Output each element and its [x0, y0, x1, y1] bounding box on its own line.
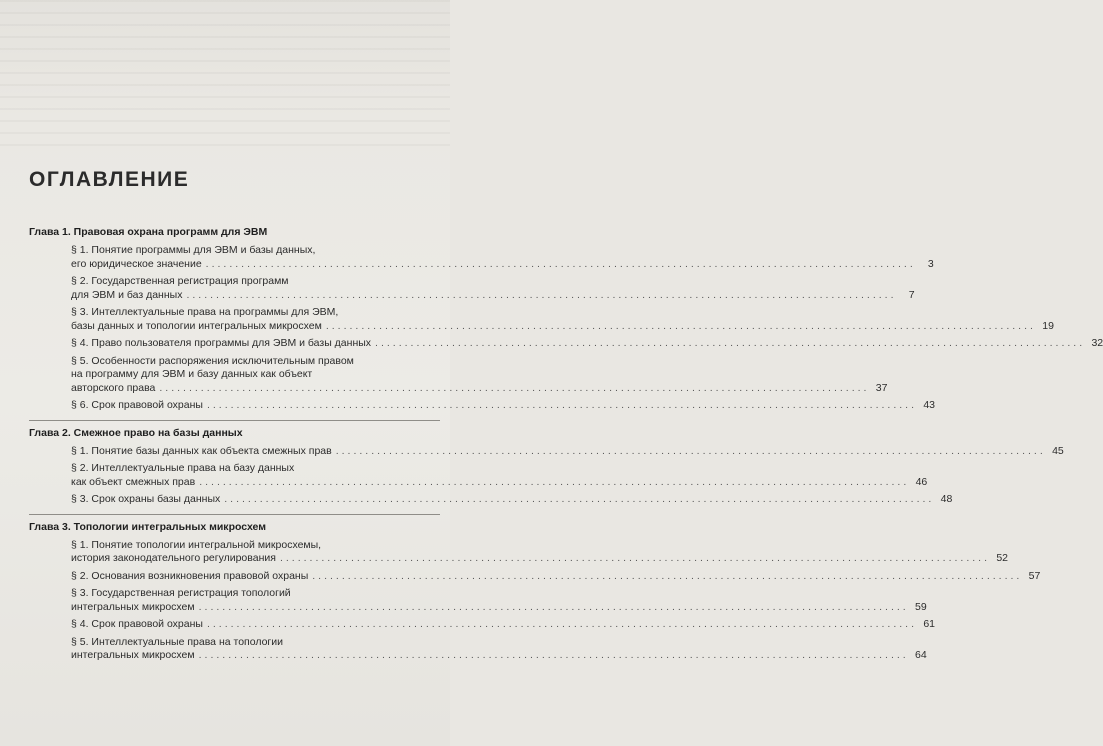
entry-text-line: § 3. Срок охраны базы данных	[71, 493, 221, 505]
dot-leader: ........................................................................................................................	[205, 257, 916, 270]
entry-last-line	[71, 475, 928, 490]
entry-text-line: § 1. Понятие программы для ЭВМ и базы данных,	[71, 244, 316, 256]
entry-text-line: § 1. Понятие базы данных как объекта смежных прав	[71, 444, 332, 457]
toc-entry	[71, 444, 1064, 459]
entry-text-line: как объект смежных прав	[71, 475, 196, 488]
entry-text-line: § 4. Право пользователя программы для ЭВМ и базы данных	[71, 337, 372, 349]
toc-entry	[71, 306, 1054, 333]
page-number: 7	[908, 288, 915, 301]
entry-last-line	[71, 319, 1054, 334]
page-number: 3	[927, 257, 934, 270]
entry-last-line	[71, 257, 934, 272]
entry-last-line	[71, 569, 1041, 584]
chapter-heading: Глава 2. Смежное право на базы данных	[29, 426, 243, 439]
chapter-divider	[29, 514, 440, 515]
dot-leader: ........................................................................................................................	[206, 618, 918, 630]
dot-leader: ........................................................................................................................	[335, 444, 1046, 457]
toc-entry	[71, 244, 934, 271]
page-number: 46	[915, 475, 928, 488]
entry-last-line	[71, 399, 936, 413]
page-number: 32	[1091, 337, 1103, 349]
toc-entry	[71, 275, 915, 302]
entry-last-line	[71, 493, 953, 507]
entry-text-line: § 3. Интеллектуальные права на программы для ЭВМ,	[71, 306, 339, 318]
chapter-divider	[29, 420, 440, 421]
page-number: 59	[915, 600, 927, 613]
toc-entry	[71, 462, 928, 489]
page-number: 52	[996, 552, 1009, 564]
dot-leader: ........................................................................................................................	[224, 493, 935, 505]
entry-text-line: интегральных микросхем	[71, 649, 195, 661]
entry-last-line	[71, 337, 1103, 351]
toc-entry	[71, 493, 953, 507]
dot-leader: ........................................................................................................................	[198, 649, 909, 661]
entry-text-line: его юридическое значение	[71, 257, 202, 270]
entry-text-line: § 1. Понятие топологии интегральной микросхемы,	[71, 538, 322, 551]
entry-last-line	[71, 288, 915, 303]
dot-leader: ........................................................................................................................	[186, 288, 897, 301]
dot-leader: ........................................................................................................................	[159, 381, 870, 394]
dot-leader: ........................................................................................................................	[279, 552, 991, 564]
entry-text-line: интегральных микросхем	[71, 600, 195, 613]
entry-text-line: § 2. Основания возникновения правовой охраны	[71, 569, 309, 582]
entry-text-line: § 5. Особенности распоряжения исключительным правом	[71, 354, 354, 367]
dot-leader: ........................................................................................................................	[198, 600, 909, 613]
entry-last-line	[71, 600, 927, 615]
toc-entry	[71, 337, 1103, 351]
bleed-through-text	[0, 0, 450, 150]
entry-text-line: § 2. Государственная регистрация программ	[71, 275, 289, 287]
entry-text-line: § 5. Интеллектуальные права на топологии	[71, 635, 283, 648]
page-number: 45	[1052, 444, 1064, 457]
toc-entry	[71, 618, 936, 632]
page-number: 64	[915, 649, 927, 661]
dot-leader: ........................................................................................................................	[375, 337, 1086, 349]
toc-entry	[71, 569, 1041, 584]
entry-text-line: на программу для ЭВМ и базу данных как объект	[71, 368, 313, 380]
page-number: 37	[875, 381, 888, 394]
page-number: 61	[923, 618, 936, 630]
page-number: 48	[940, 493, 953, 505]
page-number: 19	[1042, 319, 1054, 332]
toc-entry	[71, 587, 927, 614]
dot-leader: ........................................................................................................................	[206, 399, 918, 411]
entry-text-line: § 3. Государственная регистрация топологий	[71, 587, 291, 599]
chapter-heading: Глава 1. Правовая охрана программ для ЭВМ	[29, 226, 268, 238]
dot-leader: ........................................................................................................................	[325, 319, 1036, 332]
toc-entry	[71, 635, 927, 663]
entry-last-line	[71, 552, 1009, 566]
entry-text-line: § 2. Интеллектуальные права на базу данных	[71, 462, 295, 474]
toc-entry	[71, 399, 936, 413]
table-of-contents	[29, 225, 1103, 663]
entry-text-line: авторского права	[71, 381, 156, 394]
entry-last-line	[71, 381, 888, 396]
page-number: 43	[923, 399, 936, 411]
dot-leader: ........................................................................................................................	[199, 475, 910, 488]
entry-text-line: базы данных и топологии интегральных микросхем	[71, 319, 322, 332]
chapter-heading: Глава 3. Топологии интегральных микросхем	[29, 520, 267, 533]
entry-last-line	[71, 444, 1064, 459]
entry-last-line	[71, 649, 927, 663]
entry-text-line: § 4. Срок правовой охраны	[71, 618, 203, 630]
page-title: ОГЛАВЛЕНИЕ	[29, 168, 190, 191]
entry-last-line	[71, 618, 936, 632]
dot-leader: ........................................................................................................................	[312, 569, 1023, 582]
entry-text-line: история законодательного регулирования	[71, 552, 276, 564]
toc-entry	[71, 354, 888, 396]
entry-text-line: § 6. Срок правовой охраны	[71, 399, 203, 411]
toc-entry	[71, 538, 1009, 566]
page-number: 57	[1028, 569, 1041, 582]
entry-text-line: для ЭВМ и баз данных	[71, 288, 183, 301]
